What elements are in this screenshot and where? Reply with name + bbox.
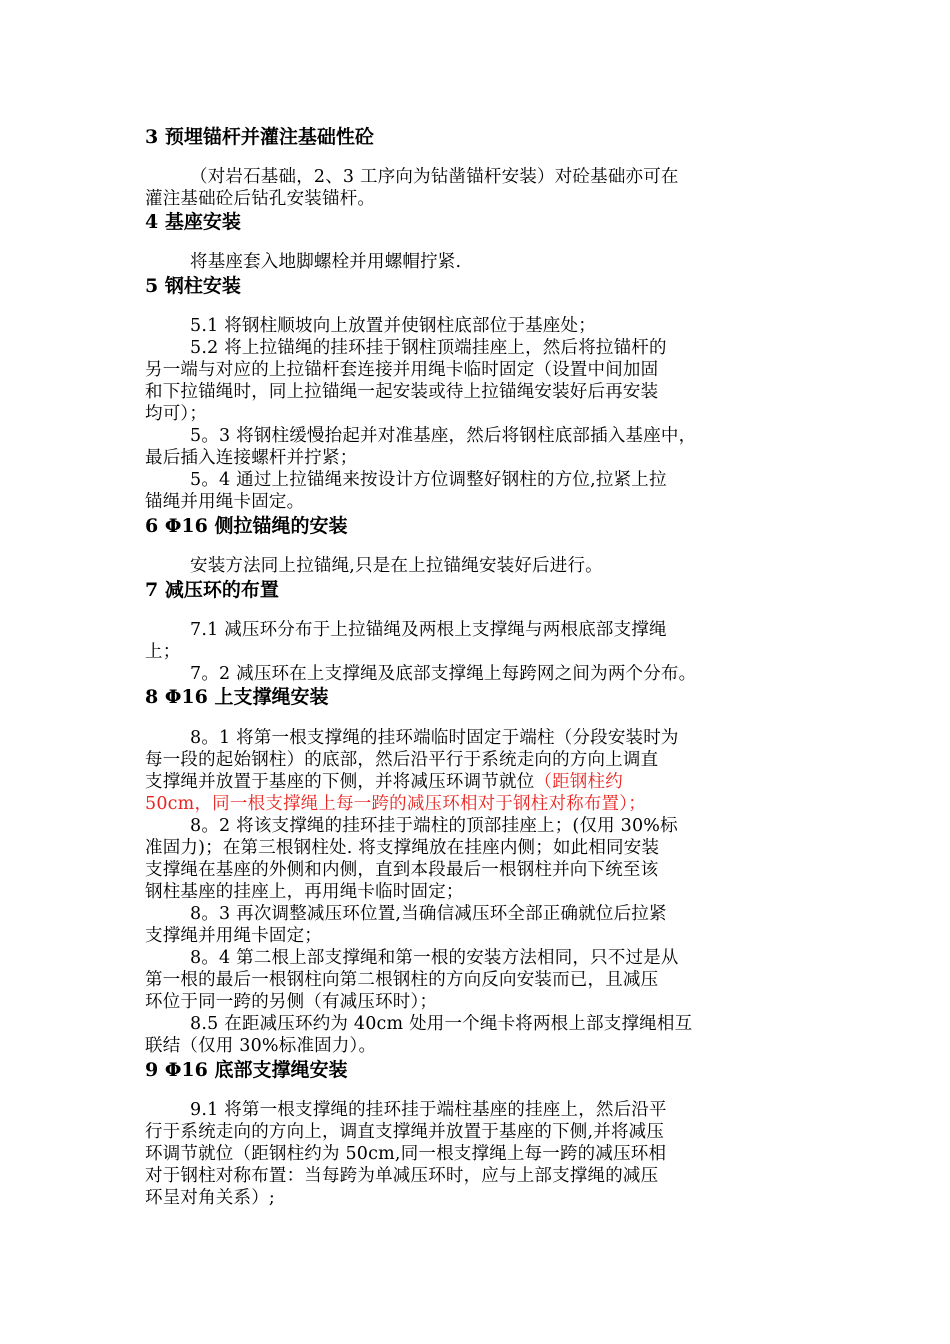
paragraph-line: 灌注基础砼后钻孔安装锚杆。 [145,189,376,209]
paragraph-line: 最后插入连接螺杆并拧紧； [145,448,358,468]
paragraph-text: 支撑绳并放置于基座的下侧，并将减压环调节就位 [145,772,535,792]
paragraph-line: 行于系统走向的方向上，调直支撑绳并放置于基座的下侧,并将减压 [145,1122,665,1142]
paragraph-line: 上； [145,642,181,662]
paragraph-line: 安装方法同上拉锚绳,只是在上拉锚绳安装好后进行。 [190,556,603,576]
paragraph-line: 5.1 将钢柱顺坡向上放置并使钢柱底部位于基座处； [190,316,596,336]
section-heading-3: 3 预埋锚杆并灌注基础性砼 [145,126,374,148]
highlighted-text: （距钢柱约 [534,772,623,792]
section-heading-4: 4 基座安装 [145,211,241,233]
paragraph-line: 7.1 减压环分布于上拉锚绳及两根上支撑绳与两根底部支撑绳 [190,620,667,640]
paragraph-line: 第一根的最后一根钢柱向第二根钢柱的方向反向安装而已，且减压 [145,970,659,990]
paragraph-line: 9.1 将第一根支撑绳的挂环挂于端柱基座的挂座上，然后沿平 [190,1100,667,1120]
paragraph-line: 钢柱基座的挂座上，再用绳卡临时固定； [145,882,464,902]
paragraph-line: 8。1 将第一根支撑绳的挂环端临时固定于端柱（分段安装时为 [190,728,679,748]
paragraph-line: 5.2 将上拉锚绳的挂环挂于钢柱顶端挂座上，然后将拉锚杆的 [190,338,667,358]
paragraph-line: 另一端与对应的上拉锚杆套连接并用绳卡临时固定（设置中间加固 [145,360,659,380]
paragraph-line: 对于钢柱对称布置：当每跨为单减压环时，应与上部支撑绳的减压 [145,1166,659,1186]
paragraph-line: 均可）； [145,404,208,424]
paragraph-line: 支撑绳并用绳卡固定； [145,926,322,946]
paragraph-line: 5。4 通过上拉锚绳来按设计方位调整好钢柱的方位,拉紧上拉 [190,470,667,490]
paragraph-line: 8。4 第二根上部支撑绳和第一根的安装方法相同，只不过是从 [190,948,679,968]
paragraph-line: 8。3 再次调整减压环位置,当确信减压环全部正确就位后拉紧 [190,904,667,924]
paragraph-line [145,771,623,793]
paragraph-line: 5。3 将钢柱缓慢抬起并对准基座，然后将钢柱底部插入基座中， [190,426,697,446]
paragraph-line: 准固力)；在第三根钢柱处. 将支撑绳放在挂座内侧；如此相同安装 [145,838,660,858]
paragraph-line: 环调节就位（距钢柱约为 50cm,同一根支撑绳上每一跨的减压环相 [145,1144,667,1164]
paragraph-line: （对岩石基础，2、3 工序向为钻凿锚杆安装）对砼基础亦可在 [190,167,679,187]
section-heading-9: 9 Φ16 底部支撑绳安装 [145,1059,348,1081]
section-heading-7: 7 减压环的布置 [145,579,279,601]
section-heading-5: 5 钢柱安装 [145,275,241,297]
paragraph-line: 8.5 在距减压环约为 40cm 处用一个绳卡将两根上部支撑绳相互 [190,1014,693,1034]
paragraph-line: 环位于同一跨的另侧（有减压环时）； [145,992,438,1012]
paragraph-line: 联结（仅用 30%标准固力）。 [145,1036,377,1056]
highlighted-line: 50cm，同一根支撑绳上每一跨的减压环相对于钢柱对称布置）； [145,794,646,814]
section-heading-6: 6 Φ16 侧拉锚绳的安装 [145,515,348,537]
section-heading-8: 8 Φ16 上支撑绳安装 [145,686,329,708]
paragraph-line: 锚绳并用绳卡固定。 [145,492,305,512]
paragraph-line: 8。2 将该支撑绳的挂环挂于端柱的顶部挂座上；(仅用 30%标 [190,816,678,836]
paragraph-line: 和下拉锚绳时，同上拉锚绳一起安装或待上拉锚绳安装好后再安装 [145,382,659,402]
paragraph-line: 将基座套入地脚螺栓并用螺帽拧紧. [190,252,462,272]
paragraph-line: 每一段的起始钢柱）的底部，然后沿平行于系统走向的方向上调直 [145,750,659,770]
paragraph-line: 环呈对角关系）; [145,1188,275,1208]
paragraph-line: 支撑绳在基座的外侧和内侧，直到本段最后一根钢柱并向下统至该 [145,860,659,880]
paragraph-line: 7。2 减压环在上支撑绳及底部支撑绳上每跨网之间为两个分布。 [190,664,697,684]
